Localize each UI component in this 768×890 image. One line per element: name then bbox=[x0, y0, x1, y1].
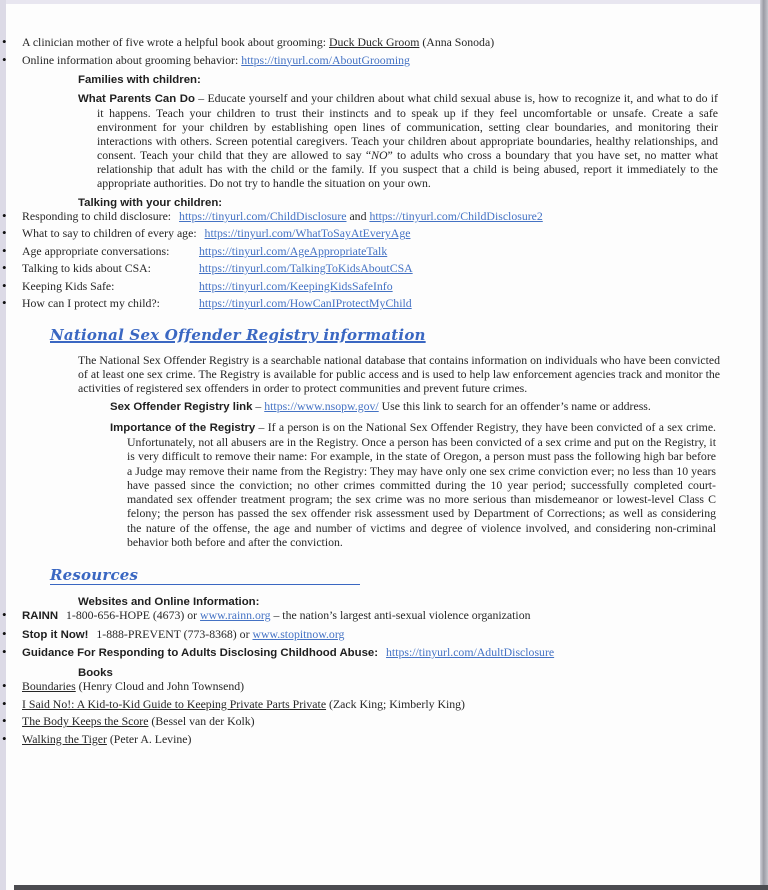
talking-b1-joiner: and bbox=[346, 208, 370, 223]
talking-b1-label: Responding to child disclosure: bbox=[22, 208, 175, 223]
list-item bbox=[0, 210, 768, 223]
registry-link-lead: Sex Offender Registry link bbox=[110, 400, 253, 413]
resources-section-heading bbox=[50, 566, 360, 585]
list-item bbox=[0, 262, 768, 275]
book-authors: (Henry Cloud and John Townsend) bbox=[75, 679, 245, 694]
page-bottom-edge bbox=[14, 885, 768, 890]
registry-importance-paragraph bbox=[110, 420, 716, 549]
list-item bbox=[0, 646, 768, 660]
parents-body-before: – Educate yourself and your children about what child sexual abuse is, how to recognize it, and what to do if it happens. Teach your children to trust their instincts and to speak up if they feel uncomfortable or unsafe. Create a safe environment for your children by establishing open lines of communication, setting clear boundaries, and monitoring their interactions with others. Screen potential caregivers. Teach your children about appropriate boundaries, healthy relationships, and consent. Teach your child that they are allowed to say “ bbox=[97, 90, 718, 162]
registry-heading-text: National Sex Offender Registry information bbox=[50, 326, 426, 345]
link-child-disclosure-2[interactable]: https://tinyurl.com/ChildDisclosure2 bbox=[369, 208, 543, 223]
link-child-disclosure[interactable]: https://tinyurl.com/ChildDisclosure bbox=[179, 208, 347, 223]
books-heading: Books bbox=[78, 667, 113, 680]
book-title-i-said-no: I Said No!: A Kid-to-Kid Guide to Keeping Private Parts Private bbox=[22, 696, 327, 711]
stop-it-now-phone: 1-888-PREVENT (773-8368) or bbox=[93, 626, 253, 641]
guidance-label: Guidance For Responding to Adults Disclosing Childhood Abuse: bbox=[22, 647, 379, 660]
link-age-appropriate-talk[interactable]: https://tinyurl.com/AgeAppropriateTalk bbox=[199, 243, 388, 258]
list-item bbox=[0, 680, 768, 693]
book-title-walking-the-tiger: Walking the Tiger bbox=[22, 731, 107, 746]
link-talking-to-kids-about-csa[interactable]: https://tinyurl.com/TalkingToKidsAboutCSA bbox=[199, 261, 413, 276]
link-how-can-i-protect-my-child[interactable]: https://tinyurl.com/HowCanIProtectMyChild bbox=[199, 296, 412, 311]
registry-intro-paragraph: The National Sex Offender Registry is a searchable national database that contains information on individuals who have been convicted of at least one sex crime. The Registry is available for public access and is used to help law enforcement agencies track and monitor the activities of registered sex offenders in order to protect communities and prevent future crimes. bbox=[78, 353, 720, 395]
book-authors: (Peter A. Levine) bbox=[106, 731, 192, 746]
parents-no-word: NO bbox=[371, 147, 388, 162]
registry-importance-lead: Importance of the Registry bbox=[110, 421, 256, 434]
registry-link-rest: Use this link to search for an offender’s name or address. bbox=[378, 398, 651, 413]
link-adult-disclosure[interactable]: https://tinyurl.com/AdultDisclosure bbox=[386, 645, 555, 660]
book-authors: (Bessel van der Kolk) bbox=[148, 714, 255, 729]
talking-bullet-list bbox=[0, 210, 768, 311]
rainn-label: RAINN bbox=[22, 610, 59, 623]
link-stopitnow-org[interactable]: www.stopitnow.org bbox=[252, 626, 345, 641]
book-title-boundaries: Boundaries bbox=[22, 679, 76, 694]
talking-with-children-heading: Talking with your children: bbox=[78, 196, 223, 209]
talking-b4-label: Talking to kids about CSA: bbox=[22, 261, 151, 276]
parents-body-after: ” to adults who cross a boundary that you have set, no matter what relationship that adult has with the child or the family. If you suspect that a child is being abused, report it immediately to the appropriate authorities. Do not try to handle the situation on your own. bbox=[97, 147, 718, 190]
link-about-grooming[interactable]: https://tinyurl.com/AboutGrooming bbox=[241, 52, 410, 67]
book-title-duck-duck-groom: Duck Duck Groom bbox=[328, 35, 420, 49]
grooming-b2-text: Online information about grooming behavior: bbox=[22, 52, 242, 67]
list-item bbox=[0, 698, 768, 711]
registry-link-line bbox=[110, 400, 728, 414]
list-item bbox=[0, 609, 768, 623]
resources-heading-text: Resources bbox=[50, 566, 139, 585]
talking-b6-label: How can I protect my child?: bbox=[22, 296, 160, 311]
link-nsopw[interactable]: https://www.nsopw.gov/ bbox=[264, 398, 379, 413]
talking-b3-label: Age appropriate conversations: bbox=[22, 243, 170, 258]
what-parents-can-do-lead: What Parents Can Do bbox=[78, 92, 195, 105]
link-what-to-say-every-age[interactable]: https://tinyurl.com/WhatToSayAtEveryAge bbox=[204, 226, 411, 241]
list-item bbox=[0, 36, 768, 49]
registry-importance-body: – If a person is on the National Sex Offender Registry, they have been convicted of a sex crime. Unfortunately, not all abusers are in the Registry. Once a person has been convicted of a sex crime and put on the Registry, it is very difficult to remove their name: For example, in the state of Oregon, a person must pass the following high bar before a Judge may remove their name from the Registry: They may have only one sex crime conviction ever; no less than 10 years have passed since the conviction; no other crimes committed during the 10 year period; successfully completed court-mandated sex offender treatment program; the sex crime was no more serious than misdemeanor or lowest-level Class C felony; the person has passed the sex offender risk assessment used by Department of Corrections; as well as considering the nature of the offense, the age and number of victims and degree of violence involved, and considering non-criminal behavior both before and after the conviction. bbox=[127, 419, 716, 549]
websites-heading: Websites and Online Information: bbox=[78, 596, 260, 609]
grooming-b1-rest: (Anna Sonoda) bbox=[419, 35, 495, 49]
list-item bbox=[0, 733, 768, 746]
list-item bbox=[0, 280, 768, 293]
book-authors: (Zack King; Kimberly King) bbox=[326, 696, 465, 711]
list-item bbox=[0, 245, 768, 258]
stop-it-now-label: Stop it Now! bbox=[22, 628, 89, 641]
what-parents-can-do-paragraph bbox=[78, 91, 718, 190]
grooming-bullet-list bbox=[0, 36, 768, 67]
websites-bullet-list bbox=[0, 609, 768, 660]
list-item bbox=[0, 715, 768, 728]
list-item bbox=[0, 297, 768, 310]
registry-section-heading bbox=[50, 326, 768, 344]
link-rainn-org[interactable]: www.rainn.org bbox=[200, 608, 271, 623]
list-item bbox=[0, 54, 768, 67]
link-keeping-kids-safe[interactable]: https://tinyurl.com/KeepingKidsSafeInfo bbox=[199, 278, 393, 293]
books-bullet-list bbox=[0, 680, 768, 746]
talking-b5-label: Keeping Kids Safe: bbox=[22, 278, 115, 293]
talking-b2-label: What to say to children of every age: bbox=[22, 226, 200, 241]
list-item bbox=[0, 227, 768, 240]
rainn-phone: 1-800-656-HOPE (4673) or bbox=[63, 608, 201, 623]
grooming-b1-text: A clinician mother of five wrote a helpful book about grooming: bbox=[22, 35, 329, 49]
registry-link-dash: – bbox=[252, 398, 265, 413]
list-item bbox=[0, 628, 768, 642]
book-title-body-keeps-the-score: The Body Keeps the Score bbox=[22, 714, 149, 729]
rainn-desc: – the nation’s largest anti-sexual violence organization bbox=[270, 608, 531, 623]
families-with-children-heading: Families with children: bbox=[78, 73, 201, 86]
